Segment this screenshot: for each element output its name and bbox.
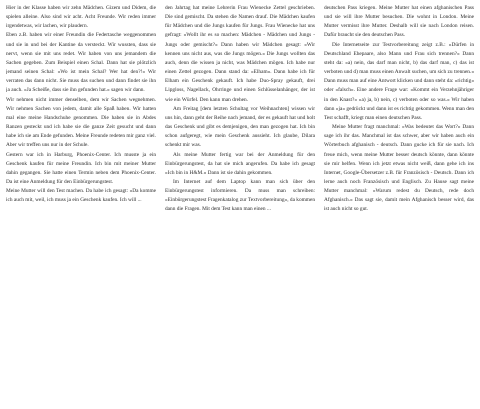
- paragraph: Als meine Mutter fertig war bei der Anmeldung für den Einbürgerungstest, da hat sie mich angerufen. Da habe ich gesagt »Ich bin in H&M.« Dann ist sie dahin gekommen.: [165, 151, 315, 176]
- paragraph: den Jahrtag hat meine Lehrerin Frau Wienecke Zettel geschrieben. Die sind gemischt. Da stehen die Namen drauf. Die Mädchen kaufen für Mädchen und die Jungs kaufen für Jungs. Frau Wienecke hat uns gefragt: »Wollt ihr es so machen: Mädchen - Mädchen und Jungs - Jungs oder gemischt?« Dann haben wir Mädchen gesagt: »Wir kennen uns nicht aus, was die Jungs mögen.« Die Jungs wollten das auch, denn die wissen ja nicht, was Mädchen mögen. Ich habe nur einen Zettel gezogen. Dann stand da: »Elham«. Dann habe ich für Elham ein Geschenk gekauft. Ich habe Duo-Spray gekauft, drei Lipgloss, Nagellack, Ohrringe und einen Schlüsselanhänger, der ist wie ein Würfel. Den kann man drehen.: [165, 5, 315, 103]
- paragraph: Die Internetseite zur Testvorbereitung zeigt z.B.: »Dürfen in Deutschland Ehepaare, also Mann und Frau sich trennen?« Dann steht da: »a) nein, das darf man nicht, b) das darf man, c) das ist verboten und d) man muss einen Anwalt suchen, um sich zu trennen.« Dann muss man auf eine Antwort klicken und dann steht da: »richtig« oder »falsch«. Eine andere Frage war: »Kommt ein Verzehnjähriger in den Knast?« »a) ja, b) nein, c) verboten oder so was.« Wir haben dann »ja« gedrückt und dann ist es richtig gekommen. Wenn man den Test schafft, kriegt man einen deutschen Pass.: [324, 41, 474, 121]
- paragraph: Wir nehmen nicht immer denselben, dem wir Sachen wegnehmen. Wir nehmen Sachen von jedem, damit alle Spaß haben. Wir hatten mal eine meine Handschuhe genommen. Die haben sie in Abdes Ranzen gesteckt und ich habe sie die ganze Zeit gesucht und dann habe ich sie am Ende gefunden. Meine Freunde redeten mir ganz viel. Aber wir treffen uns nur in der Schule.: [6, 96, 156, 149]
- paragraph: deutschen Pass kriegen. Meine Mutter hat einen afghanischen Pass und sie will ihre Mutter besuchen. Die wohnt in London. Meine Mutter vermisst ihre Mutter. Deshalb will sie nach London reisen. Dafür braucht sie den deutschen Pass.: [324, 5, 474, 39]
- paragraph: Gestern war ich in Harburg, Phoenix-Center. Ich musste ja ein Geschenk kaufen für meine Freundin. Ich bin mit meiner Mutter dahin gegangen. Sie hatte einen Termin neben dem Phoenix-Center. Da ist eine Anmeldung für den Einbürgerungstest.: [6, 151, 156, 185]
- paragraph: Im Internet auf dem Laptop kann man sich über den Einbürgerungstest informieren. Da muss man schreiben: »Einbürgerungstest Fragenkatalog zur Textvorbereitung«, da kommen dann die Fragen. Mit dem Test kann man einen ...: [165, 178, 315, 213]
- text-column-right: [324, 4, 474, 409]
- paragraph: Meine Mutter fragt manchmal: »Was bedeutet das Wort?« Dann sage ich ihr das. Manchmal ist das schwer, aber wir haben auch ein Wörterbuch afghanisch - deutsch. Dann gucke ich für sie nach. Ich freue mich, wenn meine Mutter besser deutsch könnte, dann könnte sie mir helfen. Wenn ich jetzt etwas nicht weiß, dann gehe ich ins Internet, Google-Übersetzer z.B. für Französisch - Deutsch. Dann ich lerne auch noch Französisch und Englisch. Zu Hause sagt meine Mutter manchmal: »Warum redest du Deutsch, rede doch Afghanisch.« Das sagt sie, damit mein Afghanisch besser wird, das ist auch nicht so gut.: [324, 124, 474, 213]
- text-column-middle: [165, 4, 315, 409]
- paragraph: Meine Mutter will den Test machen. Da habe ich gesagt: »Da komme ich auch mit, weil, ich muss ja ein Geschenk kaufen. Ich will ...: [6, 188, 156, 204]
- text-column-left: [6, 4, 156, 409]
- paragraph: Hier in der Klasse haben wir zehn Mädchen. Gizem und Didem, die spielen alleine. Also sind wir acht. Acht Freunde. Wir reden immer irgendetwas, wir lachen, wir plaudern.: [6, 5, 156, 30]
- paragraph: Eben z.B. haben wir einer Freundin die Federtasche weggenommen und sie in und bei der Kantine da versteckt. Wir wussten, dass sie nervt, wenn sie mit uns redet. Wir haben von uns jemandem die Sachen gegeben. Zum Beispiel einen Schal. Dann hat sie plötzlich jemand seinen Schal: »Wo ist mein Schal? Wer hat den?!« Wir verraten das dann nicht. Sie muss das suchen und dann findet sie ihn ja auch. »Ja Scheiße, dass sie ihn gefunden hat.« sagen wir dann.: [6, 32, 156, 94]
- paragraph: Am Freitag [dem letzten Schultag vor Weihnachten] wissen wir uns hin, dann geht der Reihe nach jemand, der es gekauft hat und holt das Geschenk und gibt es demjenigen, den man gezogen hat. Ich bin schon aufgeregt, wie mein Geschenk aussieht. Ich glaube, Dilara schenkt mir was.: [165, 105, 315, 149]
